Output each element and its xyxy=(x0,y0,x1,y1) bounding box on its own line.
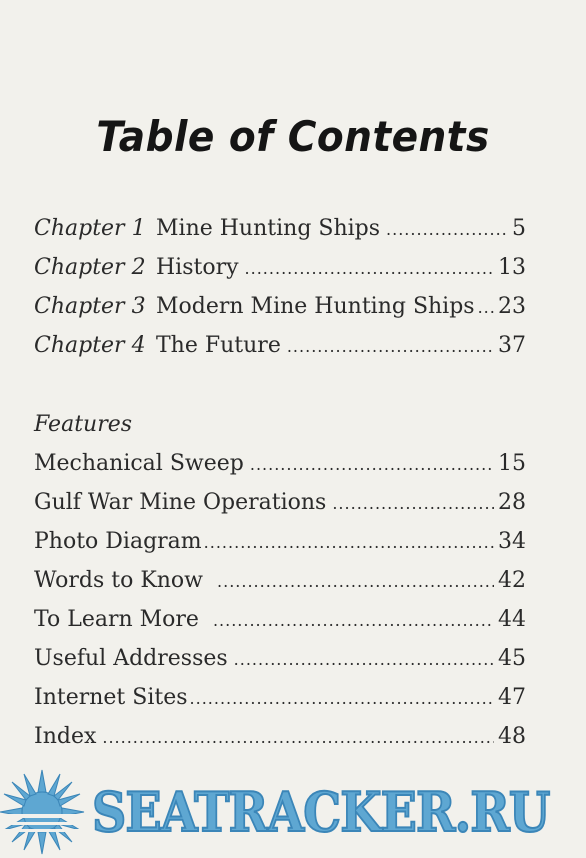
feature-title: Photo Diagram xyxy=(34,529,202,554)
dot-leader xyxy=(217,572,494,591)
feature-title: Gulf War Mine Operations xyxy=(34,490,327,515)
feature-title: Index xyxy=(34,724,97,749)
page-number: 47 xyxy=(498,685,526,710)
dot-leader xyxy=(287,337,494,356)
page-number: 23 xyxy=(498,294,526,319)
page-number: 48 xyxy=(498,724,526,749)
chapter-label: Chapter 1 xyxy=(34,216,146,241)
chapter-title: Modern Mine Hunting Ships xyxy=(156,294,475,319)
dot-leader xyxy=(478,298,494,317)
dot-leader xyxy=(234,650,494,669)
dot-leader xyxy=(386,220,508,239)
toc-feature-row xyxy=(34,646,526,676)
feature-title: Useful Addresses xyxy=(34,646,228,671)
dot-leader xyxy=(204,533,494,552)
page-number: 28 xyxy=(498,490,526,515)
chapter-label: Chapter 4 xyxy=(34,333,146,358)
features-heading: Features xyxy=(34,412,133,437)
page-number: 15 xyxy=(498,451,526,476)
dot-leader xyxy=(332,494,494,513)
dot-leader xyxy=(213,611,494,630)
chapter-label: Chapter 3 xyxy=(34,294,146,319)
dot-leader xyxy=(102,728,494,747)
page-number: 42 xyxy=(498,568,526,593)
toc-feature-row xyxy=(34,568,526,598)
dot-leader xyxy=(245,259,494,278)
feature-title: To Learn More xyxy=(34,607,199,632)
dot-leader xyxy=(250,455,494,474)
toc-feature-row xyxy=(34,451,526,481)
page-title: Table of Contents xyxy=(96,112,490,161)
page-number: 44 xyxy=(498,607,526,632)
toc-chapter-row xyxy=(34,294,526,324)
toc-feature-row xyxy=(34,490,526,520)
page-number: 13 xyxy=(498,255,526,280)
sun-logo-icon xyxy=(0,768,88,858)
watermark-text: SEATRACKER.RU xyxy=(92,780,550,844)
toc-feature-row xyxy=(34,607,526,637)
toc-chapter-row xyxy=(34,216,526,246)
feature-title: Words to Know xyxy=(34,568,204,593)
dot-leader xyxy=(190,689,494,708)
chapter-title: The Future xyxy=(156,333,281,358)
toc-chapter-row xyxy=(34,255,526,285)
toc-chapter-row xyxy=(34,333,526,363)
feature-title: Internet Sites xyxy=(34,685,188,710)
chapter-label: Chapter 2 xyxy=(34,255,146,280)
watermark xyxy=(0,768,586,858)
chapter-title: Mine Hunting Ships xyxy=(156,216,381,241)
page-number: 34 xyxy=(498,529,526,554)
toc-feature-row xyxy=(34,685,526,715)
page-number: 45 xyxy=(498,646,526,671)
chapter-title: History xyxy=(156,255,239,280)
feature-title: Mechanical Sweep xyxy=(34,451,244,476)
toc-feature-row xyxy=(34,724,526,754)
page-number: 5 xyxy=(512,216,526,241)
page-number: 37 xyxy=(498,333,526,358)
toc-feature-row xyxy=(34,529,526,559)
